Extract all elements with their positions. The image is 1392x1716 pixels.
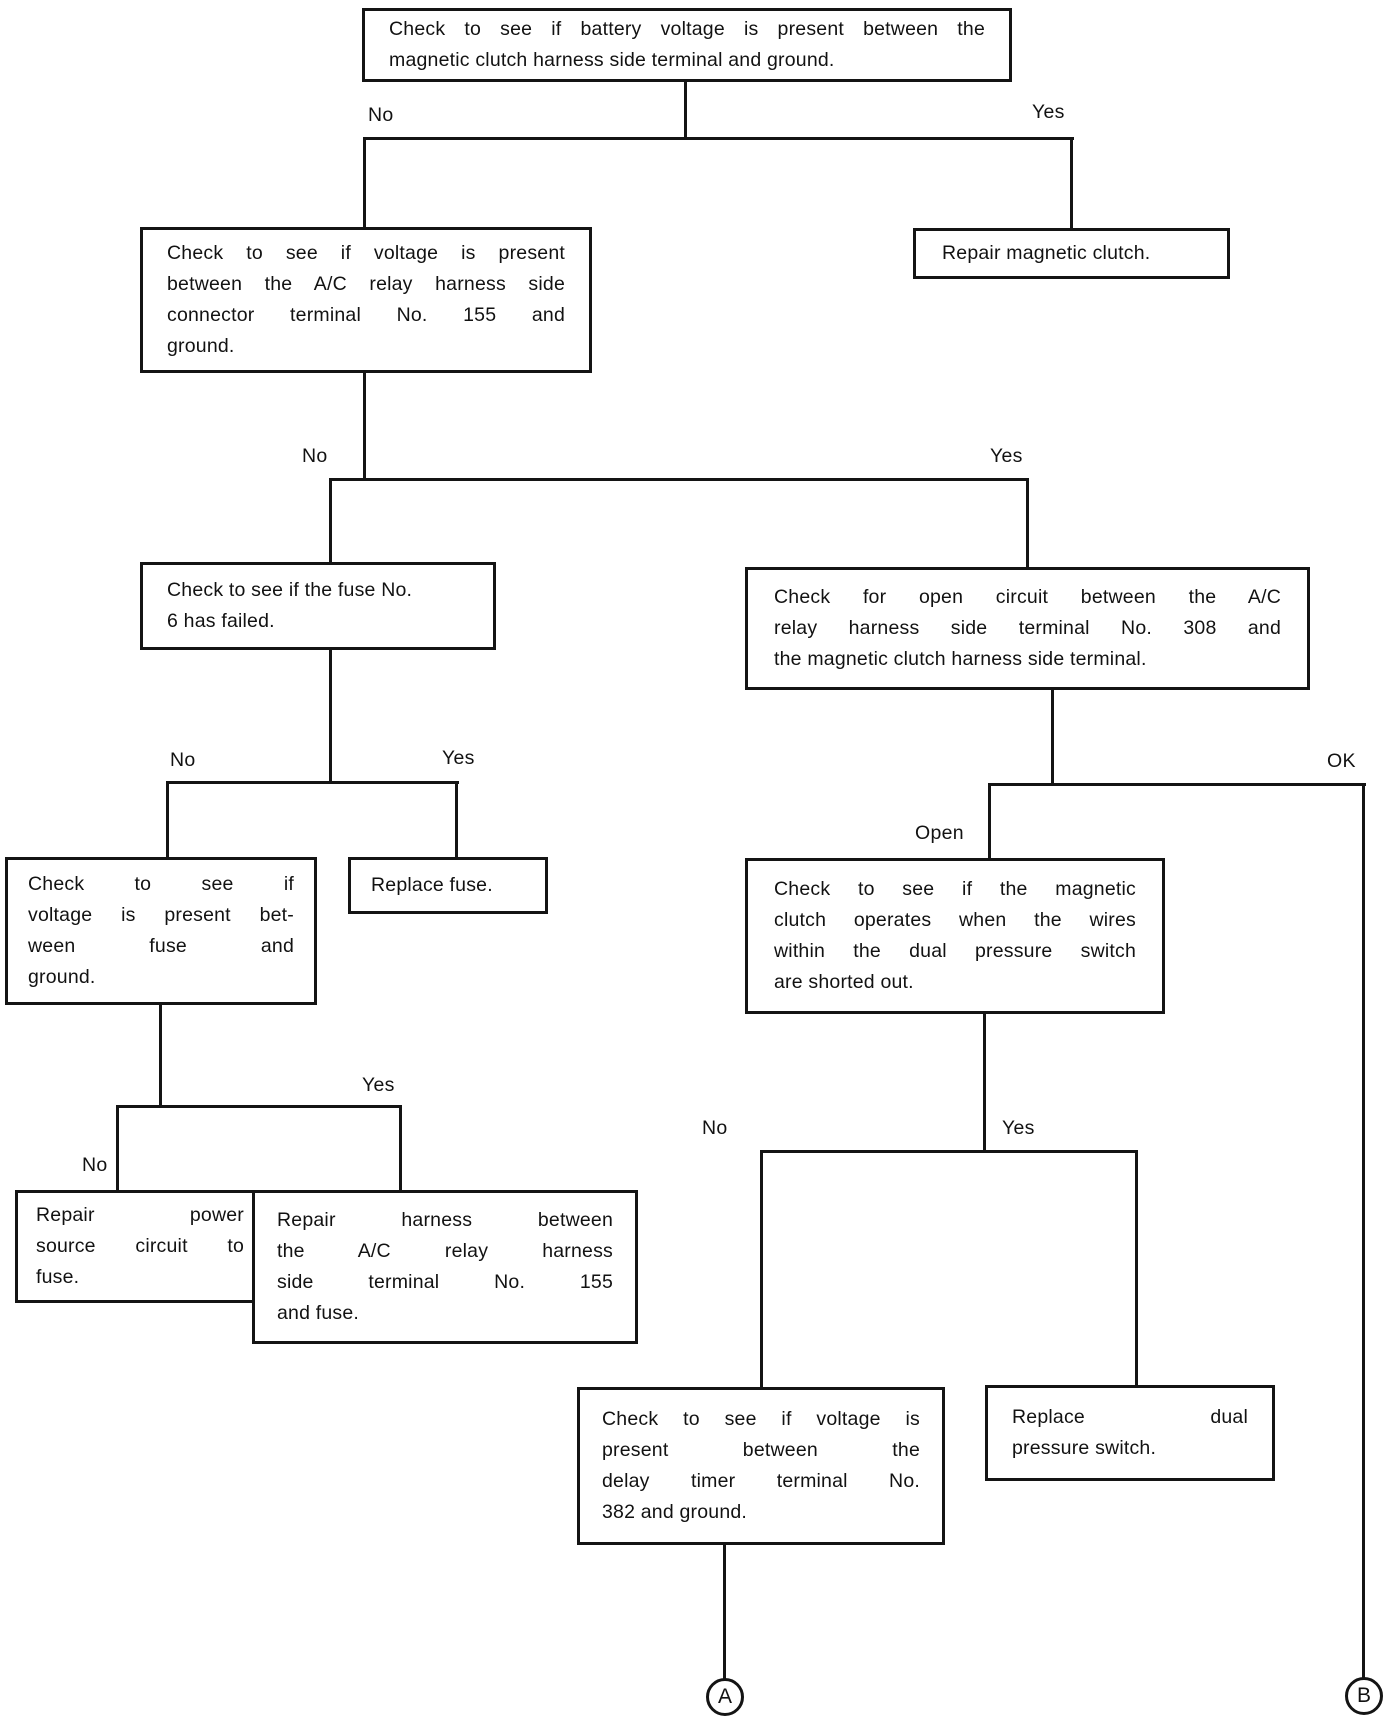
line-relay-no bbox=[329, 478, 332, 572]
branch-label-no: No bbox=[368, 104, 394, 126]
line-fuse-no bbox=[166, 781, 169, 867]
line-clutch-branch bbox=[760, 1150, 1138, 1153]
line-relay-branch bbox=[329, 478, 1029, 481]
line-ok-to-b bbox=[1362, 783, 1365, 1682]
line-voltage-no bbox=[116, 1105, 119, 1200]
node-repair-power-source: Repair power source circuit to fuse. bbox=[15, 1190, 265, 1303]
line-voltage-stem bbox=[159, 995, 162, 1108]
connector-b-label: B bbox=[1356, 1684, 1371, 1707]
branch-label-yes: Yes bbox=[1032, 101, 1065, 123]
node-check-voltage-fuse-ground: Check to see if voltage is present bet- ween fuse and ground. bbox=[5, 857, 317, 1005]
line-battery-branch bbox=[364, 137, 1074, 140]
line-clutch-stem bbox=[983, 1005, 986, 1153]
connector-a-label: A bbox=[717, 1685, 732, 1708]
line-clutch-no bbox=[760, 1150, 763, 1397]
branch-label-no: No bbox=[702, 1117, 728, 1139]
line-fuse-branch bbox=[166, 781, 459, 784]
node-check-clutch-operates: Check to see if the magnetic clutch operates when the wires within the dual pressure switch are shorted out. bbox=[745, 858, 1165, 1014]
line-clutch-yes bbox=[1135, 1150, 1138, 1395]
branch-label-no: No bbox=[82, 1154, 108, 1176]
branch-label-yes: Yes bbox=[362, 1074, 395, 1096]
branch-label-ok: OK bbox=[1327, 750, 1356, 772]
branch-label-yes: Yes bbox=[1002, 1117, 1035, 1139]
line-opencircuit-stem bbox=[1051, 680, 1054, 786]
node-check-delay-timer-382: Check to see if voltage is present between the delay timer terminal No. 382 and ground. bbox=[577, 1387, 945, 1545]
node-replace-fuse: Replace fuse. bbox=[348, 857, 548, 914]
line-fuse-yes bbox=[455, 781, 458, 867]
connector-a bbox=[706, 1678, 744, 1716]
line-voltage-branch bbox=[116, 1105, 402, 1108]
line-open bbox=[988, 783, 991, 868]
line-fuse-stem bbox=[329, 640, 332, 784]
line-voltage-yes bbox=[399, 1105, 402, 1200]
node-repair-magnetic-clutch: Repair magnetic clutch. bbox=[913, 228, 1230, 279]
branch-label-no: No bbox=[170, 749, 196, 771]
line-battery-no bbox=[363, 137, 366, 237]
node-check-relay-terminal-155: Check to see if voltage is present between the A/C relay harness side connector terminal No. 155 and ground. bbox=[140, 227, 592, 373]
branch-label-open: Open bbox=[915, 822, 964, 844]
node-check-fuse-6: Check to see if the fuse No. 6 has failed. bbox=[140, 562, 496, 650]
node-repair-harness-155: Repair harness between the A/C relay harness side terminal No. 155 and fuse. bbox=[252, 1190, 638, 1344]
line-battery-yes bbox=[1070, 137, 1073, 238]
branch-label-no: No bbox=[302, 445, 328, 467]
line-relay-yes bbox=[1026, 478, 1029, 577]
line-open-ok-branch bbox=[988, 783, 1366, 786]
node-check-open-circuit-308: Check for open circuit between the A/C relay harness side terminal No. 308 and the magnetic clutch harness side terminal. bbox=[745, 567, 1310, 690]
node-replace-dual-pressure-switch: Replace dual pressure switch. bbox=[985, 1385, 1275, 1481]
branch-label-yes: Yes bbox=[442, 747, 475, 769]
node-check-battery-voltage: Check to see if battery voltage is present between the magnetic clutch harness side terminal and ground. bbox=[362, 8, 1012, 82]
line-delay-to-a bbox=[723, 1535, 726, 1681]
connector-b bbox=[1345, 1677, 1383, 1715]
line-relay-stem bbox=[363, 360, 366, 481]
branch-label-yes: Yes bbox=[990, 445, 1023, 467]
